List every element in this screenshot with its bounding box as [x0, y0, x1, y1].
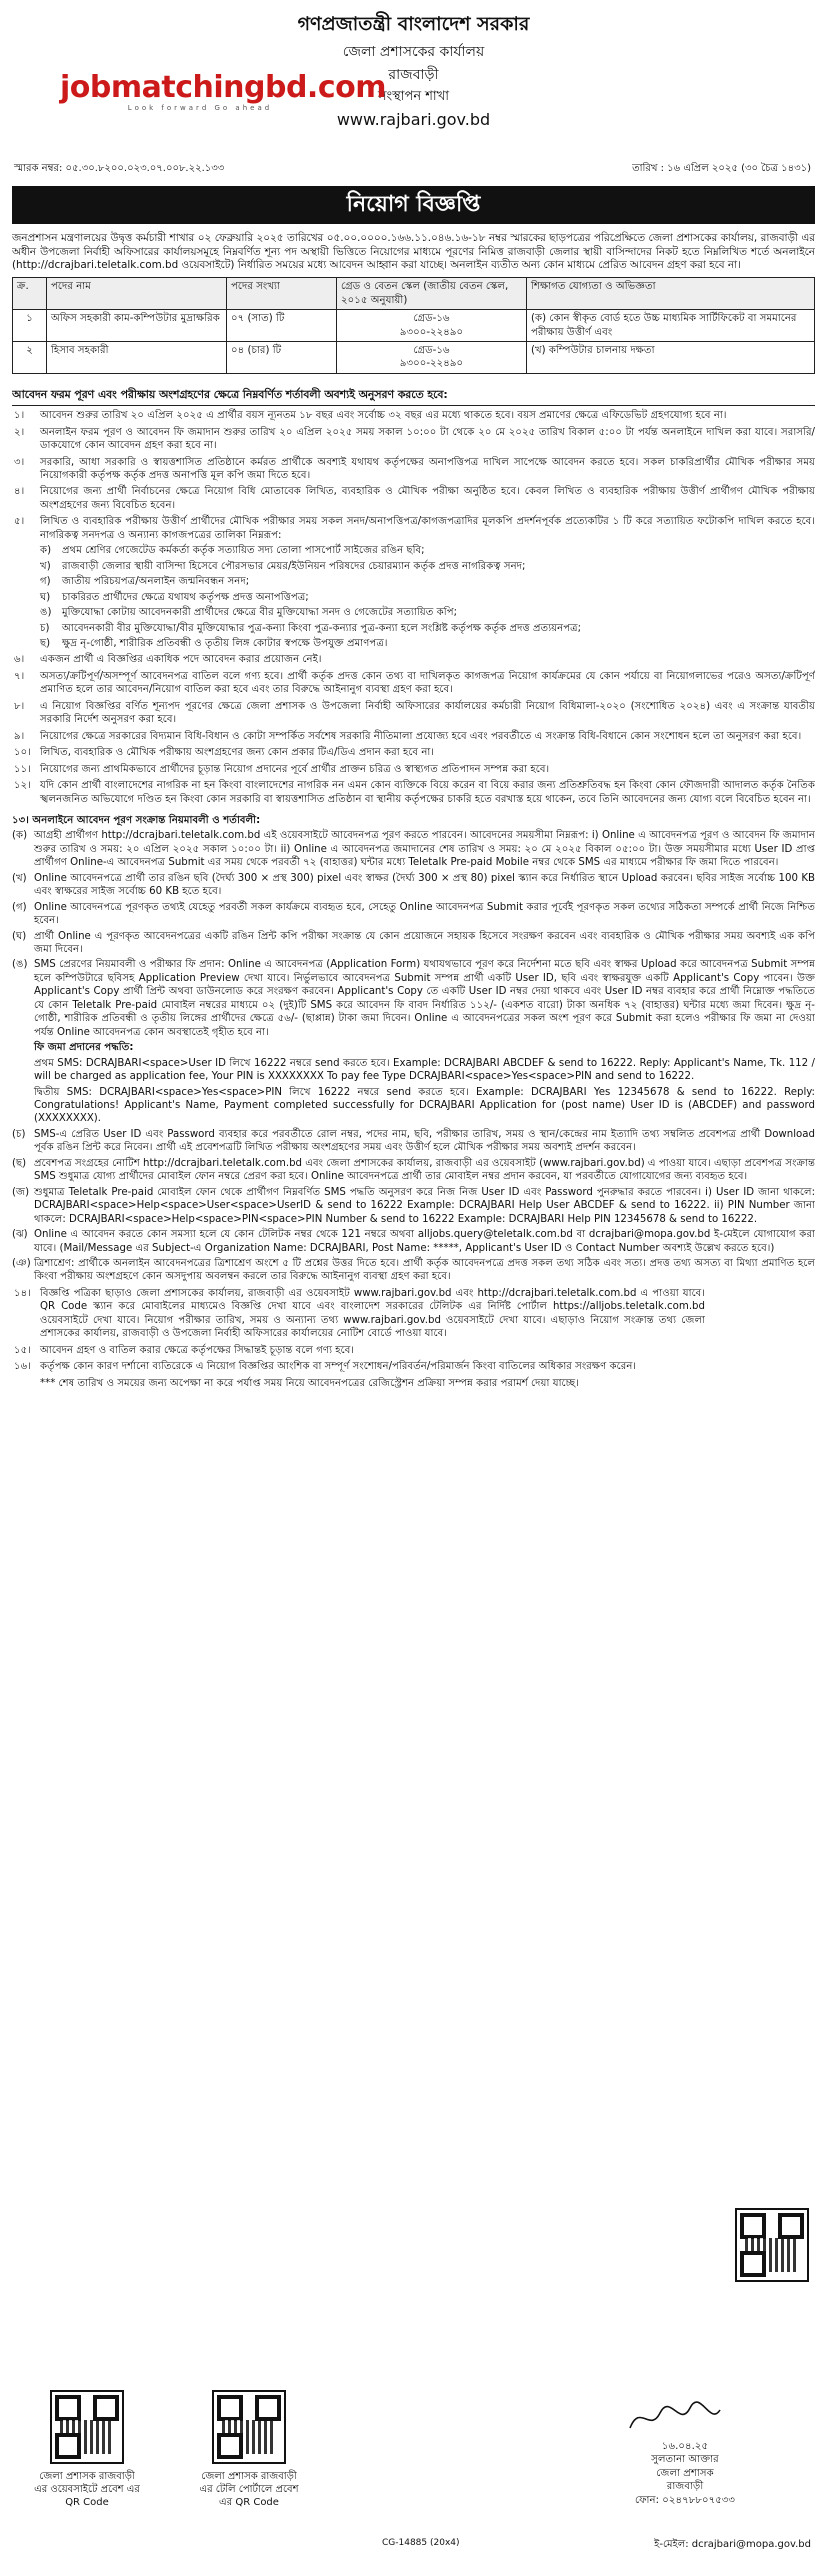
- col-qualification: শিক্ষাগত যোগ্যতা ও অভিজ্ঞতা: [527, 278, 815, 310]
- rule-number: ১৬।: [14, 1361, 31, 1373]
- list-item: [12, 1360, 705, 1373]
- item-key: (ছ): [12, 1157, 27, 1169]
- sub-item: [40, 591, 815, 604]
- qr-label-website: জেলা প্রশাসক রাজবাড়ী এর ওয়েবসাইটে প্রবেশ এর QR Code: [34, 2471, 140, 2509]
- row-grade: [337, 342, 527, 374]
- row-post-count: ০৪ (চার) টি: [227, 342, 337, 374]
- logo-text: jobmatchingbd.com: [60, 70, 386, 105]
- signer-phone: ফোন: ০২৪৭৮৮০৭৫৩৩: [634, 2494, 736, 2506]
- list-item: [12, 1344, 705, 1357]
- rules-heading: আবেদন ফরম পূরণ এবং পরীক্ষায় অংশগ্রহণের ক্ষেত্রে নিম্নবর্ণিত শর্তাবলী অবশ্যই অনুসরণ করতে হবে:: [12, 387, 448, 401]
- row-post-name: অফিস সহকারী কাম-কম্পিউটার মুদ্রাক্ষরিক: [47, 310, 227, 342]
- list-item: [12, 700, 815, 727]
- website-link[interactable]: www.rajbari.gov.bd: [336, 110, 491, 130]
- rule-number: ৪।: [14, 486, 25, 498]
- sub-text: রাজবাড়ী জেলার স্থায়ী বাসিন্দা হিসেবে পৌরসভার মেয়র/ইউনিয়ন পরিষদের চেয়ারম্যান কর্তৃক প্রদত্ত নাগরিকত্ব সনদ;: [62, 560, 526, 572]
- item-key: (ঘ): [12, 930, 27, 942]
- sub-text: চাকরিরত প্রার্থীদের ক্ষেত্রে যথাযথ কর্তৃপক্ষ প্রদত্ত অনাপত্তিপত্র;: [62, 591, 309, 603]
- rule-text: আবেদন গ্রহণ ও বাতিল করার ক্ষেত্রে কর্তৃপক্ষের সিদ্ধান্তই চূড়ান্ত বলে গণ্য হবে।: [40, 1344, 355, 1356]
- row-post-count: ০৭ (সাত) টি: [227, 310, 337, 342]
- rule-text: যদি কোন প্রার্থী বাংলাদেশের নাগরিক না হন কিংবা বাংলাদেশের নাগরিক নন এমন কোন ব্যক্তিকে বিয়ে করেন বা বিয়ে করার জন্য প্রতিশ্রুতিবদ্ধ হন কিংবা কোন ফৌজদারী আদালত কর্তৃক নৈতিক স্খলনজনিত অভিযোগে দণ্ডিত হন কিংবা কোন সরকারি বা স্বায়ত্তশাসিত প্রতিষ্ঠান বা স্থানীয় কর্তৃপক্ষের চাকরি হতে বরখাস্ত হয়ে থাকেন, তবে তিনি আবেদনের জন্য যোগ্য বলে বিবেচিত হবেন না।: [40, 780, 815, 805]
- rule-text: আবেদন শুরুর তারিখ ২০ এপ্রিল ২০২৫ এ প্রার্থীর বয়স ন্যূনতম ১৮ বছর এবং সর্বোচ্চ ৩২ বছর এর মধ্যে থাকতে হবে। বয়স প্রমাণের ক্ষেত্রে এফিডেভিট গ্রহণযোগ্য হবে না।: [40, 410, 727, 422]
- table-header-row: [13, 278, 815, 310]
- memo-number: স্মারক নম্বর: ০৫.৩০.৮২০০.০২৩.০৭.০০৮.২২.১৩৩: [14, 163, 225, 174]
- rule-text: *** শেষ তারিখ ও সময়ের জন্য অপেক্ষা না করে পর্যাপ্ত সময় নিয়ে আবেদনপত্রের রেজিস্ট্রেশন প্রক্রিয়া সম্পন্ন করার পরামর্শ দেয়া যাচ্ছে।: [40, 1377, 579, 1389]
- print-code: CG-14885 (20x4): [382, 2538, 460, 2548]
- item-key: (ঝ): [12, 1229, 28, 1241]
- sub-item: [40, 622, 815, 635]
- rule-text: অনলাইন ফরম পূরণ ও আবেদন ফি জমাদান শুরুর তারিখ ২০ এপ্রিল ২০২৫ সময় সকাল ১০:০০ টা থেকে ২০ মে ২০২৫ তারিখ বিকাল ৫:০০ টা পর্যন্ত অনলাইনে দাখিল করা যাবে। সরাসরি/ডাকযোগে কোন আবেদন গ্রহণ করা হবে না।: [40, 426, 815, 452]
- online-item: [12, 872, 815, 899]
- late-rules: [12, 1287, 815, 1390]
- item-text: প্রবেশপত্র সংগ্রহের নোটিশ http://dcrajbari.teletalk.com.bd এবং জেলা প্রশাসকের কার্যালয়, রাজবাড়ী এর ওয়েবসাইট (www.rajbari.gov.bd) এ পাওয়া যাবে। এছাড়া প্রবেশপত্র সংক্রান্ত SMS শুধুমাত্র যোগ্য প্রার্থীদের মোবাইল ফোন নম্বরে প্রেরণ করা হবে। Online আবেদনপত্রে প্রার্থী তার মোবাইল নম্বর প্রদান করবেন, যা পরবর্তীতে যোগাযোগের জন্য ব্যবহৃত হবে।: [34, 1157, 815, 1183]
- sub-key: চ): [40, 622, 50, 634]
- rule-text: লিখিত, ব্যবহারিক ও মৌখিক পরীক্ষায় অংশগ্রহণের জন্য কোন প্রকার টিএ/ডিএ প্রদান করা হবে না।: [40, 747, 435, 759]
- rule-number: ৫।: [14, 516, 25, 528]
- rule-number: ১১।: [14, 763, 31, 775]
- rule-text: বিজ্ঞপ্তি পত্রিকা ছাড়াও জেলা প্রশাসকের কার্যালয়, রাজবাড়ী এর ওয়েবসাইট www.rajbari.gov.bd এবং http://dcrajbari.teletalk.com.bd এ পাওয়া যাবে। QR Code স্ক্যান করে মোবাইলের মাধ্যমেও বিজ্ঞপ্তি দেখা যাবে এবং বাংলাদেশ সরকারের টেলিটক এর নির্দিষ্ট পোর্টাল https://alljobs.teletalk.com.bd ওয়েবসাইটে দেখা যাবে। নিয়োগ পরীক্ষার তারিখ, সময় ও অন্যান্য তথ্য www.rajbari.gov.bd ওয়েবসাইটে দেখা যাবে। এছাড়াও নিয়োগ সংক্রান্ত তথ্য জেলা প্রশাসকের কার্যালয়, রাজবাড়ী ও উপজেলা নির্বাহী অফিসারের কার্যালয়ের নোটিশ বোর্ডে পাওয়া যাবে।: [40, 1287, 705, 1340]
- rule-number: ২।: [14, 426, 25, 438]
- list-item: [12, 1287, 705, 1341]
- item-key: (ক): [12, 830, 28, 842]
- rule-text: নিয়োগের জন্য প্রার্থী নির্বাচনের ক্ষেত্রে নিয়োগ বিধি মোতাবেক লিখিত, ব্যবহারিক ও মৌখিক পরীক্ষা অনুষ্ঠিত হবে। কেবল লিখিত ও ব্যবহারিক পরীক্ষায় উত্তীর্ণ প্রার্থীগণ মৌখিক পরীক্ষায় অংশগ্রহণের জন্য বিবেচিত হবেন।: [40, 486, 815, 511]
- notice-page: [12, 8, 815, 2553]
- rule-number: ৮।: [14, 700, 25, 712]
- col-post-count: পদের সংখ্যা: [227, 278, 337, 310]
- row-qualification: (খ) কম্পিউটার চালনায় দক্ষতা: [527, 342, 815, 374]
- divider: [12, 405, 815, 406]
- online-rules: [12, 829, 815, 1284]
- row-post-name: হিসাব সহকারী: [47, 342, 227, 374]
- row-grade: [337, 310, 527, 342]
- signer-title: জেলা প্রশাসক: [656, 2467, 714, 2479]
- signature-icon: [625, 2398, 725, 2438]
- rule-number: ৯।: [14, 730, 25, 742]
- sub-item: [40, 560, 815, 573]
- row-qualification: (ক) কোন স্বীকৃত বোর্ড হতে উচ্চ মাধ্যমিক সার্টিফিকেট বা সমমানের পরীক্ষায় উত্তীর্ণ এবং: [527, 310, 815, 342]
- sub-key: ক): [40, 545, 52, 557]
- item-text: ফি জমা প্রদানের পদ্ধতি:: [34, 1042, 134, 1054]
- sub-text: মুক্তিযোদ্ধা কোটায় আবেদনকারী প্রার্থীদের ক্ষেত্রে বীর মুক্তিযোদ্ধা সনদ ও গেজেটের সত্যায়িত কপি;: [62, 607, 458, 619]
- item-text: প্রথম SMS: DCRAJBARI<space>User ID লিখে 16222 নম্বরে send করতে হবে। Example: DCRAJBARI ABCDEF & send to 16222. Reply: Applicant's Name, Tk. 112 / will be charged as application fee, Your PIN is XXXXXXXX To pay fee Type DCRAJBARI<space>Yes<space>PIN and send to 16222.: [34, 1057, 815, 1083]
- list-item: [12, 1377, 705, 1390]
- rule-number: [12, 1377, 40, 1390]
- online-item: [12, 1057, 815, 1084]
- table-row: [13, 310, 815, 342]
- list-item: [12, 409, 815, 422]
- list-item: [12, 456, 815, 483]
- item-text: Online আবেদনপত্রে প্রার্থী তার রঙিন ছবি (দৈর্ঘ্য 300 × প্রস্থ 300) pixel এবং স্বাক্ষর (দৈর্ঘ্য 300 × প্রস্থ 80) pixel স্ক্যান করে নির্ধারিত স্থানে Upload করবেন। ছবির সাইজ সর্বোচ্চ 100 KB এবং স্বাক্ষরের সাইজ সর্বোচ্চ 60 KB হতে হবে।: [34, 872, 815, 898]
- rule-number: ১।: [14, 410, 25, 422]
- sub-text: ক্ষুদ্র নৃ-গোষ্ঠী, শারীরিক প্রতিবন্ধী ও তৃতীয় লিঙ্গ কোটার স্বপক্ষে উপযুক্ত প্রমাণপত্র।: [62, 637, 388, 649]
- qr-label-teletalk: জেলা প্রশাসক রাজবাড়ী এর টেলি পোর্টালে প্রবেশ এর QR Code: [199, 2471, 299, 2509]
- rules-list: [12, 409, 815, 806]
- sub-key: ঘ): [40, 591, 51, 603]
- row-sl: ১: [13, 310, 47, 342]
- item-text: শুধুমাত্র Teletalk Pre-paid মোবাইল ফোন থেকে প্রার্থীগণ নিম্নবর্ণিত SMS পদ্ধতি অনুসরণ করে নিজ নিজ User ID এবং Password পুনরুদ্ধার করতে পারবেন। i) User ID জানা থাকলে: DCRAJBARI<space>Help<space>User<space>UserID & send to 16222 Example: DCRAJBARI Help User ABCDEF & send to 16222. ii) PIN Number জানা থাকলে: DCRAJBARI<space>Help<space>PIN<space>PIN Number & send to 16222 Example: DCRAJBARI Help PIN 12345678 & send to 16222.: [34, 1186, 815, 1225]
- rule-number: ১২।: [14, 780, 31, 792]
- rule-body: [40, 515, 815, 650]
- online-item: [12, 1086, 815, 1126]
- online-item: [12, 1041, 815, 1054]
- contact-email[interactable]: ই-মেইল: dcrajbari@mopa.gov.bd: [654, 2539, 811, 2550]
- item-key: (চ): [12, 1128, 26, 1140]
- rule-number: ১০।: [14, 747, 31, 759]
- grade: গ্রেড-১৬: [413, 345, 450, 357]
- header: [12, 12, 815, 182]
- sub-item: [40, 606, 815, 619]
- pay-scale: ৯৩০০-২২৪৯০: [399, 358, 464, 370]
- online-item: [12, 930, 815, 957]
- item-key: [12, 1041, 34, 1054]
- intro-paragraph: জনপ্রশাসন মন্ত্রণালয়ের উদ্বৃত্ত কর্মচারী শাখার ০২ ফেব্রুয়ারি ২০২৫ তারিখের ০৫.০০.০০০০.১৬৬.১১.০৪৬.১৬-১৮ নম্বর স্মারকের ছাড়পত্রের পরিপ্রেক্ষিতে জেলা প্রশাসকের কার্যালয়, রাজবাড়ী এর অধীন উপজেলা নির্বাহী অফিসারের কার্যালয়সমূহে নিম্নবর্ণিত শূন্য পদ অস্থায়ী ভিত্তিতে নিয়োগের মাধ্যমে পূরণের নিমিত্ত রাজবাড়ী জেলার স্থায়ী বাসিন্দাদের নিকট হতে নিম্নলিখিত শর্তে অনলাইনে (http://dcrajbari.teletalk.com.bd ওয়েবসাইটে) নির্ধারিত সময়ের মধ্যে আবেদন আহ্বান করা যাচ্ছে। অনলাইন ব্যতীত অন্য কোন মাধ্যমে প্রেরিত আবেদন গ্রহণ করা হবে না।: [12, 232, 815, 272]
- sub-item: [40, 575, 815, 588]
- item-text: Online আবেদনপত্রে পূরণকৃত তথ্যই যেহেতু পরবর্তী সকল কার্যক্রমে ব্যবহৃত হবে, সেহেতু Online আবেদনপত্র Submit করার পূর্বেই পূরণকৃত সকল তথ্যের সঠিকতা সম্পর্কে প্রার্থী নিজে নিশ্চিত হবেন।: [34, 901, 815, 927]
- item-text: প্রার্থী Online এ পূরণকৃত আবেদনপত্রের একটি রঙিন প্রিন্ট কপি পরীক্ষা সংক্রান্ত যে কোন প্রয়োজনে সহায়ক হিসেবে সংরক্ষণ করবেন এবং ব্যবহারিক ও মৌখিক পরীক্ষার সময় অবশ্যই এক কপি জমা দিবেন।: [34, 930, 815, 956]
- sub-text: আবেদনকারী বীর মুক্তিযোদ্ধা/বীর মুক্তিযোদ্ধার পুত্র-কন্যা কিংবা পুত্র-কন্যার পুত্র-কন্যা হলে সংশ্লিষ্ট কর্তৃপক্ষ কর্তৃক প্রদত্ত প্রত্যয়নপত্র;: [62, 622, 582, 634]
- sub-item: [40, 544, 815, 557]
- item-key: (খ): [12, 872, 27, 884]
- item-text: SMS-এ প্রেরিত User ID এবং Password ব্যবহার করে পরবর্তীতে রোল নম্বর, পদের নাম, ছবি, পরীক্ষার তারিখ, সময় ও স্থান/কেন্দ্রের নাম ইত্যাদি তথ্য সম্বলিত প্রবেশপত্র প্রার্থী Download পূর্বক রঙিন প্রিন্ট করে নিবেন। প্রার্থী এই প্রবেশপত্রটি লিখিত পরীক্ষায় অংশগ্রহণের সময় এবং উত্তীর্ণ হলে মৌখিক পরীক্ষার সময় অবশ্যই প্রদর্শন করবেন।: [34, 1128, 815, 1154]
- online-item: [12, 1157, 815, 1184]
- qr-code-website[interactable]: [50, 2390, 124, 2464]
- rule-text: একজন প্রার্থী এ বিজ্ঞপ্তির একাধিক পদে আবেদন করার প্রয়োজন নেই।: [40, 654, 322, 666]
- rule-text: সরকারি, আধা সরকারি ও স্বায়ত্তশাসিত প্রতিষ্ঠানে কর্মরত প্রার্থীকে অবশ্যই যথাযথ কর্তৃপক্ষের অনাপত্তিপত্র দাখিল সাপেক্ষে আবেদন করতে হবে। সকল চাকরিপ্রার্থীর মৌখিক পরীক্ষার সময় নিয়োগকারী কর্তৃপক্ষ কর্তৃক প্রদত্ত অনাপত্তি মূল কপি জমা দিতে হবে।: [40, 456, 815, 481]
- sub-key: খ): [40, 560, 51, 572]
- district-name: রাজবাড়ী: [388, 66, 439, 83]
- sub-key: গ): [40, 576, 51, 588]
- rule-number: ১৪।: [14, 1287, 31, 1299]
- online-item: [12, 1228, 815, 1255]
- signature-date: ১৬.০৪.২৫: [661, 2441, 709, 2452]
- posts-table: [12, 277, 815, 374]
- notice-banner: নিয়োগ বিজ্ঞপ্তি: [12, 186, 815, 224]
- sub-text: জাতীয় পরিচয়পত্র/অনলাইন জন্মনিবন্ধন সনদ;: [62, 576, 250, 588]
- item-text: ত্রিশাশ্রেণ: প্রার্থীকে অনলাইন আবেদনপত্রের ত্রিশাশ্রেণ অংশে ৫ টি প্রশ্নের উত্তর দিতে হবে। প্রার্থী কর্তৃক আবেদনপত্রে প্রদত্ত সকল তথ্য সঠিক এবং সত্য। প্রদত্ত তথ্য অসত্য বা মিথ্যা প্রমাণিত হলে কিংবা পরীক্ষায় অংশগ্রহণে কোন অসদুপায় অবলম্বন করলে তার বিরুদ্ধে আইনানুগ ব্যবস্থা গ্রহণ করা হবে।: [34, 1258, 815, 1283]
- item-text: দ্বিতীয় SMS: DCRAJBARI<space>Yes<space>PIN লিখে 16222 নম্বরে send করতে হবে। Example: DCRAJBARI Yes 12345678 & send to 16222. Reply: Congratulations! Applicant's Name, Payment completed successfully for DCRAJBARI Application for (post name) User ID is (ABCDEF) and password (XXXXXXXX).: [34, 1086, 815, 1125]
- branch-name: সংস্থাপন শাখা: [377, 89, 450, 105]
- sub-key: ঙ): [40, 607, 52, 619]
- list-item: [12, 746, 815, 759]
- list-item: [12, 763, 815, 776]
- pay-scale: ৯৩০০-২২৪৯০: [399, 326, 464, 338]
- sub-item: [40, 637, 815, 650]
- memo-date: তারিখ : ১৬ এপ্রিল ২০২৫ (৩০ চৈত্র ১৪৩১): [632, 163, 811, 174]
- item-text: SMS প্রেরণের নিয়মাবলী ও পরীক্ষার ফি প্রদান: Online এ আবেদনপত্র (Application Form) যথাযথভাবে পূরণ করে নির্দেশনা মতে ছবি এবং স্বাক্ষর Upload করে আবেদনপত্র Submit সম্পন্ন হলে কম্পিউটারে ছবিসহ Application Preview দেখা যাবে। নির্ভুলভাবে আবেদনপত্র Submit সম্পন্ন প্রার্থী একটি User ID, ছবি এবং স্বাক্ষরযুক্ত একটি Applicant's Copy পাবেন। উক্ত Applicant's Copy প্রার্থী প্রিন্ট অথবা ডাউনলোড করে সংরক্ষণ করবেন। Applicant's Copy তে একটি User ID নম্বর দেয়া থাকবে এবং User ID নম্বর ব্যবহার করে প্রার্থী নিম্নোক্ত পদ্ধতিতে যে কোন Teletalk Pre-paid মোবাইল নম্বরের মাধ্যমে ০২ (দুই)টি SMS করে আবেদন ফি বাবদ নির্ধারিত ১১২/- (একশত বারো) টাকা অনধিক ৭২ (বাহাত্তর) ঘন্টার মধ্যে জমা দিবেন। ক্ষুদ্র নৃ-গোষ্ঠী, শারীরিক প্রতিবন্ধী ও তৃতীয় লিঙ্গের প্রার্থীদের ক্ষেত্রে ৫৬/- (ছাপ্পান্ন) টাকা জমা দিবেন। Online এ আবেদনপত্রের সকল অংশ পূরণ করে Submit করা হলেও পরীক্ষার ফি জমা না দেওয়া পর্যন্ত Online আবেদনপত্র কোন অবস্থাতেই গৃহীত হবে না।: [34, 959, 815, 1038]
- online-item: [12, 829, 815, 869]
- list-item: [12, 653, 815, 666]
- rule-number: ৭।: [14, 670, 25, 682]
- table-row: [13, 342, 815, 374]
- list-item: [12, 426, 815, 453]
- rule-number: ৩।: [14, 456, 25, 468]
- signature-block: [585, 2440, 785, 2507]
- col-post-name: পদের নাম: [47, 278, 227, 310]
- watermark-logo: [60, 70, 386, 114]
- rule-text: অসত্য/ক্রটিপূর্ণ/অসম্পূর্ণ আবেদনপত্র বাতিল বলে গণ্য হবে। প্রার্থী কর্তৃক প্রদত্ত কোন তথ্য বা দাখিলকৃত কাগজপত্র নিয়োগ কার্যক্রমের যে কোন পর্যায়ে বা নিয়োগলাভের পরেও অসত্য/ক্রটিপূর্ণ প্রমাণিত হলে তার আবেদন/নিয়োগ বাতিল করা হবে এবং তার বিরুদ্ধে আইনানুগ ব্যবস্থা গ্রহণ করা হবে।: [40, 670, 815, 696]
- sub-key: ছ): [40, 637, 51, 649]
- item-key: [12, 1057, 34, 1084]
- item-key: (ঙ): [12, 959, 28, 971]
- online-item: [12, 1186, 815, 1226]
- government-title: গণপ্রজাতন্ত্রী বাংলাদেশ সরকার: [297, 13, 530, 35]
- online-item: [12, 1128, 815, 1155]
- item-key: [12, 1086, 34, 1126]
- item-key: (ঞ): [12, 1258, 31, 1269]
- online-section-title: ১৩। অনলাইনে আবেদন পূরণ সংক্রান্ত নিয়মাবলী ও শর্তাবলী:: [12, 814, 261, 826]
- item-key: (জ): [12, 1186, 30, 1198]
- rule-number: ৬।: [14, 654, 25, 666]
- list-item: [12, 485, 815, 512]
- online-item: [12, 1257, 815, 1284]
- office-name: জেলা প্রশাসকের কার্যালয়: [342, 44, 485, 61]
- online-item: [12, 901, 815, 928]
- col-sl: ক্র.: [13, 278, 47, 310]
- rule-text: লিখিত ও ব্যবহারিক পরীক্ষায় উত্তীর্ণ প্রার্থীদের মৌখিক পরীক্ষার সময় সকল সনদ/অনাপত্তিপত্র/কাগজপত্রাদির মূলকপি প্রদর্শনপূর্বক প্রত্যেকটির ১ টি করে সত্যায়িত ফটোকপি দাখিল করতে হবে। নাগরিকত্ব সনদপত্র ও অন্যান্য কাগজপত্রের তালিকা নিম্নরূপ:: [40, 516, 815, 541]
- list-item: [12, 779, 815, 806]
- item-key: (গ): [12, 901, 27, 913]
- signer-place: রাজবাড়ী: [666, 2481, 704, 2493]
- signer-name: সুলতানা আক্তার: [651, 2454, 719, 2466]
- rule-text: এ নিয়োগ বিজ্ঞপ্তির বর্ণিত শূন্যপদ পূরণের ক্ষেত্রে জেলা প্রশাসক ও উপজেলা নির্বাহী অফিসারের কার্যালয়ের কর্মচারী নিয়োগ বিধিমালা-২০২০ (সংশোধিত ২০২৪) এবং এ সংক্রান্ত যাবতীয় সরকারি নির্দেশ অনুসরণ করা হবে।: [40, 700, 815, 726]
- list-item: [12, 515, 815, 650]
- list-item: [12, 730, 815, 743]
- footer: [12, 2388, 815, 2553]
- item-text: আগ্রহী প্রার্থীগণ http://dcrajbari.teletalk.com.bd এই ওয়েবসাইটে আবেদনপত্র পূরণ করতে পারবেন। আবেদনের সময়সীমা নিম্নরূপ: i) Online এ আবেদনপত্র পূরণ ও আবেদন ফি জমাদান শুরুর তারিখ ও সময়: ২০ এপ্রিল ২০২৫ সকাল ১০:০০ টা। ii) Online এ আবেদনপত্র জমাদানের শেষ তারিখ ও সময়: ২০ মে ২০২৫ বিকাল ০৫:০০ টা। উক্ত সময়সীমার মধ্যে User ID প্রাপ্ত প্রার্থীগণ Online-এ আবেদনপত্র Submit এর সময় থেকে পরবর্তী ৭২ (বাহাত্তর) ঘন্টার মধ্যে Teletalk Pre-paid Mobile নম্বর থেকে SMS এর মাধ্যমে পরীক্ষার ফি জমা দিতে পারবেন।: [34, 830, 815, 869]
- item-text: Online এ আবেদন করতে কোন সমস্যা হলে যে কোন টেলিটক নম্বর থেকে 121 নম্বরে অথবা alljobs.query@teletalk.com.bd বা dcrajbari@mopa.gov.bd ই-মেইলে যোগাযোগ করা যাবে। (Mail/Message এর Subject-এ Organization Name: DCRAJBARI, Post Name: *****, Applicant's User ID ও Contact Number অবশ্যই উল্লেখ করতে হবে।): [34, 1229, 815, 1254]
- list-item: [12, 670, 815, 697]
- qr-code-teletalk[interactable]: [212, 2390, 286, 2464]
- rule-number: ১৫।: [14, 1344, 31, 1356]
- logo-tagline: Look forward Go ahead: [127, 104, 273, 112]
- rule-text: নিয়োগের ক্ষেত্রে সরকারের বিদ্যমান বিধি-বিধান ও কোটা সম্পর্কিত সর্বশেষ সরকারি নীতিমালা প্রযোজ্য হবে এবং পরবর্তীতে এ সংক্রান্ত বিধি-বিধানে কোন সংশোধন হলে তা অনুসরণ করা হবে।: [40, 730, 802, 742]
- grade: গ্রেড-১৬: [413, 313, 450, 325]
- qr-code-side[interactable]: [735, 2208, 809, 2282]
- row-sl: ২: [13, 342, 47, 374]
- sub-text: প্রথম শ্রেণির গেজেটেড কর্মকর্তা কর্তৃক সত্যায়িত সদ্য তোলা পাসপোর্ট সাইজের রঙিন ছবি;: [62, 545, 425, 557]
- rule-text: নিয়োগের জন্য প্রাথমিকভাবে প্রার্থীদের চূড়ান্ত নিয়োগ প্রদানের পূর্বে প্রার্থীর প্রাক্তন চরিত্র ও স্বাস্থ্যগত প্রতিপাদন সম্পন্ন করা হবে।: [40, 763, 550, 775]
- col-grade-scale: গ্রেড ও বেতন স্কেল (জাতীয় বেতন স্কেল, ২০১৫ অনুযায়ী): [337, 278, 527, 310]
- online-item: [12, 958, 815, 1039]
- rule-text: কর্তৃপক্ষ কোন কারণ দর্শানো ব্যতিরেকে এ নিয়োগ বিজ্ঞপ্তির আংশিক বা সম্পূর্ণ সংশোধন/পরিবর্তন/পরিমার্জন কিংবা বাতিলের অধিকার সংরক্ষণ করেন।: [40, 1361, 637, 1373]
